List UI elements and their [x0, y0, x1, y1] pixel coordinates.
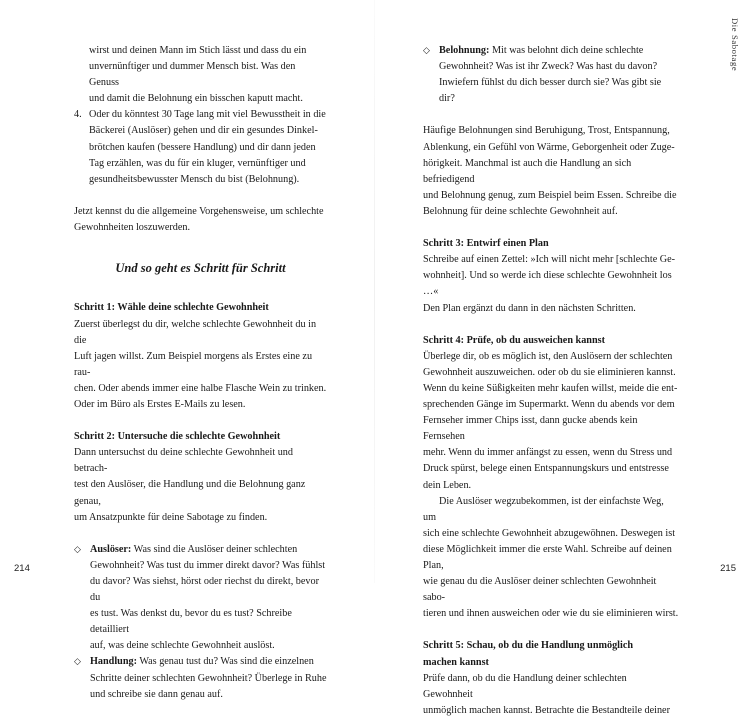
- text-line: Fernseher immer Chips isst, dann gucke abends kein Fernsehen: [423, 415, 638, 443]
- text-line: du davor? Was siehst, hörst oder riechst du direkt, bevor du: [90, 576, 320, 604]
- bullet-term: Handlung:: [90, 656, 137, 668]
- text-line: Überlege dir, ob es möglich ist, den Auslösern der schlechten: [423, 350, 673, 362]
- text-line: mehr. Wenn du immer anfängst zu essen, wenn du Stress und: [423, 447, 673, 459]
- diamond-bullet-icon: ◇: [423, 46, 430, 56]
- text-line: Luft jagen willst. Zum Beispiel morgens als Erstes eine zu rau-: [74, 350, 313, 378]
- text-line: Was genau tust du? Was sind die einzelnen: [137, 656, 314, 668]
- text-line: unvernünftiger und dummer Mensch bist. Was den Genuss: [89, 61, 296, 89]
- left-page: [0, 0, 375, 700]
- text-line: Tag erzählen, was du für ein kluger, vernünftiger und: [89, 157, 306, 169]
- text-line: Schritt 5: Schau, ob du die Handlung unmöglich: [423, 640, 634, 652]
- text-line: unmöglich machen kannst. Betrachte die Bestandteile deiner: [423, 704, 670, 716]
- text-line: Schreibe auf einen Zettel: »Ich will nicht mehr [schlechte Ge-: [423, 254, 676, 266]
- step-2-heading: Schritt 2: Untersuche die schlechte Gewohnheit: [74, 431, 281, 443]
- text-line: Häufige Belohnungen sind Beruhigung, Trost, Entspannung,: [423, 125, 670, 137]
- text-line: es tust. Was denkst du, bevor du es tust? Schreibe detailliert: [90, 608, 292, 636]
- list-item-3-continuation: [74, 43, 327, 107]
- text-line: machen kannst: [423, 656, 489, 668]
- bullet-term: Belohnung:: [439, 45, 490, 56]
- text-line: test den Auslöser, die Handlung und die Belohnung ganz genau,: [74, 479, 306, 507]
- text-line: Belohnung für deine schlechte Gewohnheit auf.: [423, 205, 618, 217]
- text-line: Druck spürst, belege einen Entspannungskurs und entstresse: [423, 463, 669, 475]
- text-line: Bäckerei (Auslöser) gehen und dir ein gesundes Dinkel-: [89, 125, 318, 137]
- general-approach-paragraph: [74, 204, 327, 236]
- text-line: Gewohnheiten loszuwerden.: [74, 222, 190, 234]
- text-line: gesundheitsbewusster Mensch du bist (Belohnung).: [89, 173, 300, 185]
- bullet-action: [74, 654, 327, 702]
- bullet-term: Auslöser:: [90, 543, 132, 555]
- running-head: Die Sabotage: [730, 18, 740, 72]
- text-line: dein Leben.: [423, 479, 472, 491]
- text-line: Wenn du keine Süßigkeiten mehr kaufen willst, meide die ent-: [423, 382, 678, 394]
- text-line: Die Auslöser wegzubekommen, ist der einfachste Weg, um: [423, 495, 664, 523]
- step-1-heading: Schritt 1: Wähle deine schlechte Gewohnheit: [74, 302, 269, 314]
- text-line: Inwiefern fühlst du dich besser durch sie? Was gibt sie dir?: [439, 77, 662, 105]
- text-line: um Ansatzpunkte für deine Sabotage zu finden.: [74, 511, 268, 523]
- diamond-bullet-icon: ◇: [74, 544, 81, 555]
- text-line: und damit die Belohnung ein bisschen kaputt macht.: [89, 93, 303, 105]
- text-line: Zuerst überlegst du dir, welche schlechte Gewohnheit du in die: [74, 318, 317, 346]
- text-line: brötchen kaufen (bessere Handlung) und dir dann jeden: [89, 141, 316, 153]
- text-line: wie genau du die Auslöser deiner schlechten Gewohnheit sabo-: [423, 576, 657, 604]
- text-line: Jetzt kennst du die allgemeine Vorgehensweise, um schlechte: [74, 205, 324, 217]
- text-line: und schreibe sie dann genau auf.: [90, 688, 223, 700]
- step-1-body: [74, 317, 327, 414]
- text-line: chen. Oder abends immer eine halbe Flasche Wein zu trinken.: [74, 382, 327, 394]
- list-item-4: [74, 107, 327, 187]
- text-line: Oder du könntest 30 Tage lang mit viel Bewusstheit in die: [89, 109, 326, 121]
- text-line: und Belohnung genug, zum Beispiel beim Essen. Schreibe die: [423, 189, 677, 201]
- text-line: sprechenden Gänge im Supermarkt. Wenn du abends vor dem: [423, 399, 675, 411]
- text-line: sich eine schlechte Gewohnheit abzugewöhnen. Deswegen ist: [423, 527, 676, 539]
- text-line: Mit was belohnt dich deine schlechte: [489, 45, 644, 56]
- step-3-body: [423, 252, 679, 316]
- right-text-column: [423, 43, 679, 719]
- bullet-trigger: [74, 542, 327, 655]
- right-page: [375, 0, 750, 716]
- page-number-left: 214: [14, 563, 30, 574]
- text-line: Prüfe dann, ob du die Handlung deiner schlechten Gewohnheit: [423, 672, 627, 700]
- diamond-bullet-icon: ◇: [74, 657, 81, 668]
- text-line: Ablenkung, ein Gefühl von Wärme, Geborgenheit oder Zuge-: [423, 141, 675, 153]
- step-3-heading: Schritt 3: Entwirf einen Plan: [423, 238, 549, 250]
- text-line: wohnheit]. Und so werde ich diese schlechte Gewohnheit los …«: [423, 270, 672, 298]
- text-line: Gewohnheit? Was ist ihr Zweck? Was hast du davon?: [439, 61, 658, 73]
- text-line: Was sind die Auslöser deiner schlechten: [131, 543, 298, 555]
- rewards-paragraph: [423, 123, 679, 220]
- section-title: Und so geht es Schritt für Schritt: [115, 261, 286, 276]
- step-5-body: [423, 671, 679, 719]
- step-5-heading: [423, 638, 679, 670]
- text-line: Schritte deiner schlechten Gewohnheit? Überlege in Ruhe: [90, 672, 327, 684]
- text-line: Gewohnheit? Was tust du immer direkt davor? Was fühlst: [90, 559, 326, 571]
- text-line: Dann untersuchst du deine schlechte Gewohnheit und betrach-: [74, 447, 293, 475]
- step-4-body: [423, 349, 679, 623]
- text-line: hörigkeit. Manchmal ist auch die Handlung an sich befriedigend: [423, 157, 632, 185]
- step-4-heading: Schritt 4: Prüfe, ob du ausweichen kannst: [423, 334, 605, 346]
- text-line: tieren und ihnen ausweichen oder wie du sie eliminieren wirst.: [423, 608, 679, 620]
- text-line: diese Möglichkeit immer die erste Wahl. Schreibe auf deinen Plan,: [423, 543, 672, 571]
- text-line: auf, was deine schlechte Gewohnheit auslöst.: [90, 640, 275, 652]
- text-line: Oder im Büro als Erstes E-Mails zu lesen.: [74, 398, 246, 410]
- page-number-right: 215: [720, 563, 736, 574]
- text-line: Gewohnheit auszuweichen. oder ob du sie eliminieren kannst.: [423, 366, 676, 378]
- step-2-body: [74, 445, 327, 525]
- text-line: Den Plan ergänzt du dann in den nächsten Schritten.: [423, 302, 636, 314]
- text-line: wirst und deinen Mann im Stich lässt und dass du ein: [89, 45, 307, 56]
- list-number: 4.: [74, 109, 82, 121]
- left-text-column: [74, 43, 327, 703]
- bullet-reward: [423, 43, 679, 107]
